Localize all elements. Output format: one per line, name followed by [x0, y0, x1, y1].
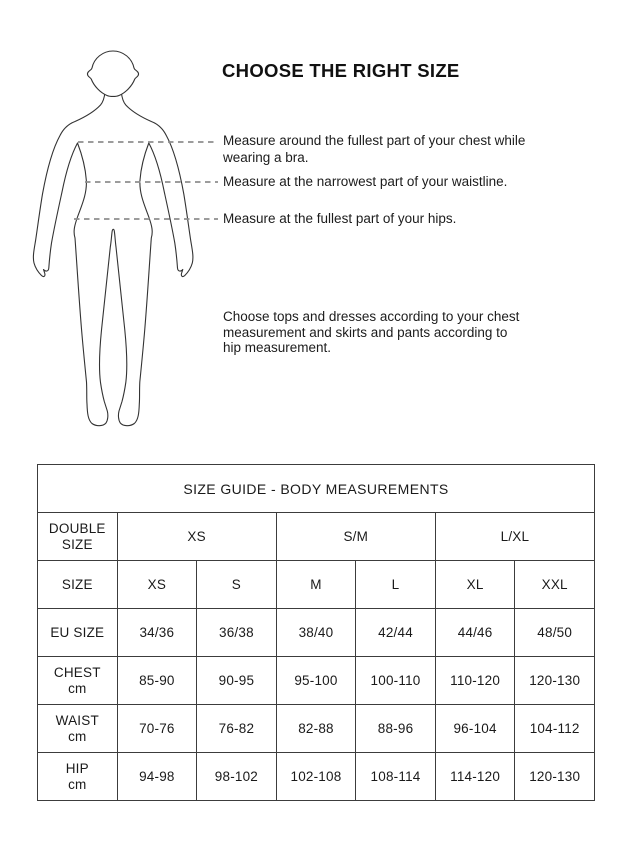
row-label-line: DOUBLE	[48, 520, 106, 536]
waist-row	[38, 705, 595, 753]
size-cell: XXL	[515, 561, 595, 609]
chest-cell: 95-100	[276, 657, 356, 705]
hip-row	[38, 753, 595, 801]
waist-cell: 96-104	[435, 705, 515, 753]
hip-cell: 98-102	[197, 753, 277, 801]
waist-cell: 76-82	[197, 705, 277, 753]
instruction-waist	[223, 174, 507, 191]
instruction-chest-line1: Measure around the fullest part of your chest while	[223, 133, 526, 148]
hip-cell: 108-114	[356, 753, 436, 801]
fit-note-line2: measurement and skirts and pants according to	[223, 324, 508, 340]
hip-cell: 94-98	[117, 753, 197, 801]
hip-cell: 102-108	[276, 753, 356, 801]
eu-size-cell: 34/36	[117, 609, 197, 657]
chest-cell: 90-95	[197, 657, 277, 705]
instruction-hip-line1: Measure at the fullest part of your hips.	[223, 211, 457, 226]
eu-size-cell: 44/46	[435, 609, 515, 657]
page-title: CHOOSE THE RIGHT SIZE	[222, 60, 460, 81]
size-cell: XS	[117, 561, 197, 609]
double-size-cell: L/XL	[435, 513, 594, 561]
chest-cell: 120-130	[515, 657, 595, 705]
size-row	[38, 561, 595, 609]
hip-cell: 114-120	[435, 753, 515, 801]
size-guide-table	[37, 464, 595, 801]
double-size-cell: S/M	[276, 513, 435, 561]
eu-size-row	[38, 609, 595, 657]
figure-head	[87, 51, 138, 96]
double-size-row	[38, 513, 595, 561]
row-label-line: HIP	[65, 760, 89, 776]
row-label-eu-size: EU SIZE	[38, 609, 118, 657]
instruction-hip	[223, 211, 456, 228]
chest-cell: 110-120	[435, 657, 515, 705]
row-label-double-size	[38, 513, 118, 561]
fit-note-line3: hip measurement.	[223, 340, 332, 355]
row-label-line: cm	[68, 776, 87, 792]
eu-size-cell: 48/50	[515, 609, 595, 657]
fit-note	[223, 309, 519, 356]
table-title: SIZE GUIDE - BODY MEASUREMENTS	[38, 465, 595, 513]
eu-size-cell: 42/44	[356, 609, 436, 657]
row-label-line: WAIST	[55, 712, 99, 728]
chest-row	[38, 657, 595, 705]
row-label-line: SIZE	[61, 536, 93, 552]
waist-cell: 70-76	[117, 705, 197, 753]
chest-cell: 85-90	[117, 657, 197, 705]
size-cell: XL	[435, 561, 515, 609]
instruction-chest-line2: wearing a bra.	[223, 149, 309, 165]
size-cell: S	[197, 561, 277, 609]
waist-cell: 82-88	[276, 705, 356, 753]
row-label-line: cm	[68, 728, 87, 744]
hip-cell: 120-130	[515, 753, 595, 801]
row-label-chest	[38, 657, 118, 705]
waist-cell: 104-112	[515, 705, 595, 753]
chest-cell: 100-110	[356, 657, 436, 705]
row-label-size: SIZE	[38, 561, 118, 609]
instruction-waist-line1: Measure at the narrowest part of your waistline.	[223, 174, 508, 189]
size-cell: M	[276, 561, 356, 609]
row-label-waist	[38, 705, 118, 753]
waist-cell: 88-96	[356, 705, 436, 753]
fit-note-line1: Choose tops and dresses according to your chest	[223, 309, 520, 324]
row-label-line: CHEST	[53, 664, 101, 680]
double-size-cell: XS	[117, 513, 276, 561]
size-cell: L	[356, 561, 436, 609]
eu-size-cell: 38/40	[276, 609, 356, 657]
eu-size-cell: 36/38	[197, 609, 277, 657]
body-figure-illustration	[20, 42, 220, 437]
table-title-row	[38, 465, 595, 513]
instruction-chest	[223, 133, 525, 166]
row-label-line: cm	[68, 680, 87, 696]
row-label-hip	[38, 753, 118, 801]
